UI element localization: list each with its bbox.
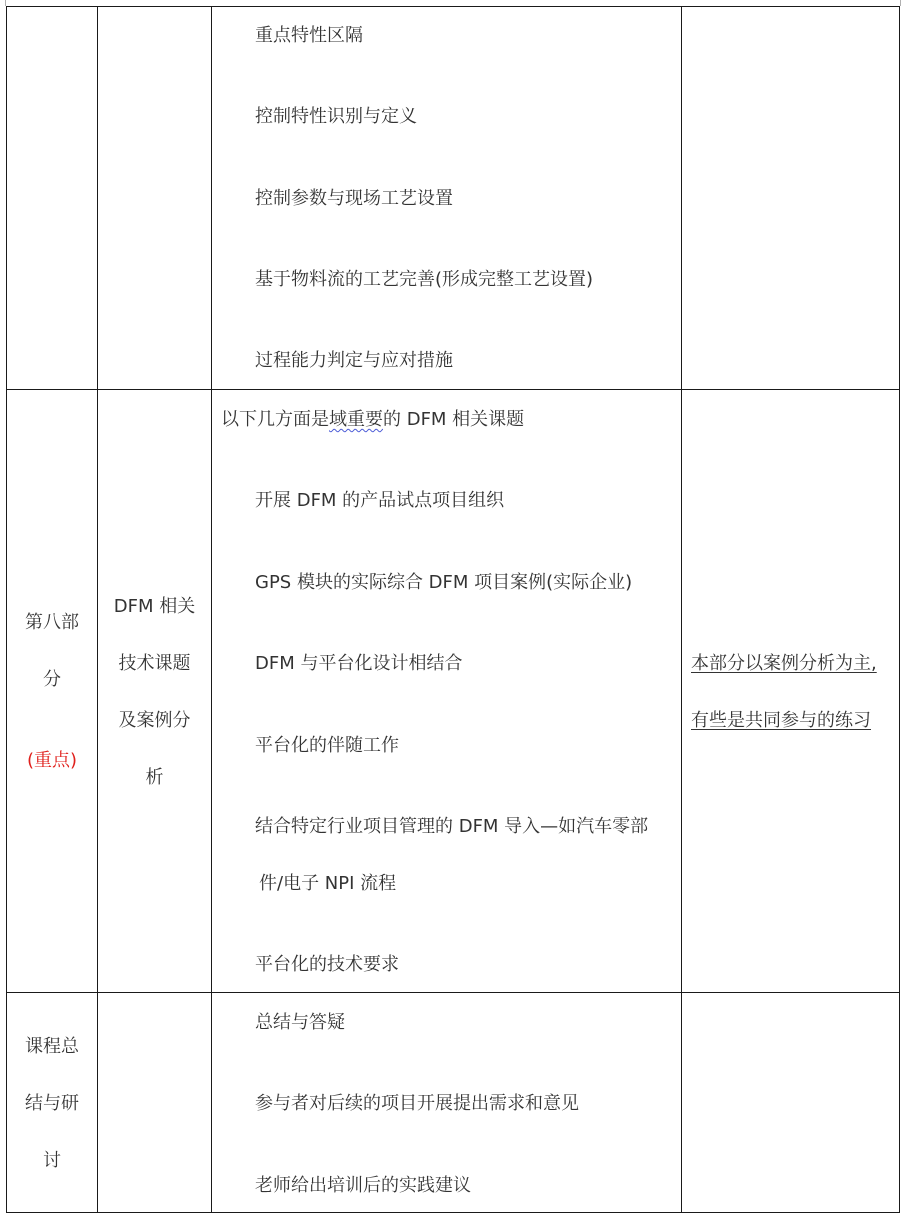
section-title: 分 xyxy=(43,669,61,690)
section-title: 讨 xyxy=(43,1150,61,1171)
intro-text-part: 以下几方面是 xyxy=(221,409,329,430)
list-item: 控制特性识别与定义 xyxy=(255,106,417,127)
list-item-continuation: 件/电子 NPI 流程 xyxy=(259,873,397,894)
list-item: 重点特性区隔 xyxy=(255,25,363,46)
list-item: 平台化的技术要求 xyxy=(255,954,399,975)
list-item: 基于物料流的工艺完善(形成完整工艺设置) xyxy=(255,269,594,290)
list-item: 总结与答疑 xyxy=(255,1012,345,1033)
list-item: 过程能力判定与应对措施 xyxy=(255,350,453,371)
topic-title: 析 xyxy=(145,767,164,788)
list-item: GPS 模块的实际综合 DFM 项目案例(实际企业) xyxy=(255,572,633,593)
list-item: 平台化的伴随工作 xyxy=(255,735,399,756)
section-emphasis: (重点) xyxy=(26,750,78,771)
intro-text-part: 的 DFM 相关课题 xyxy=(383,409,525,430)
column-divider-2 xyxy=(211,6,212,1213)
topic-title: 技术课题 xyxy=(118,653,191,674)
remark-text: 有些是共同参与的练习 xyxy=(691,710,871,731)
list-item: 结合特定行业项目管理的 DFM 导入—如汽车零部 xyxy=(255,816,649,837)
table-border-bottom xyxy=(6,1212,900,1213)
column-divider-3 xyxy=(681,6,682,1213)
row-divider-2 xyxy=(6,992,900,993)
intro-text xyxy=(221,408,524,432)
section-title: 课程总 xyxy=(25,1036,79,1057)
list-item: 控制参数与现场工艺设置 xyxy=(255,188,453,209)
topic-title: DFM 相关 xyxy=(113,596,196,617)
table-border-left xyxy=(6,6,7,1213)
topic-title: 及案例分 xyxy=(118,710,191,731)
table-border-right xyxy=(899,6,900,1213)
list-item: 参与者对后续的项目开展提出需求和意见 xyxy=(255,1093,579,1114)
remark-text: 本部分以案例分析为主, xyxy=(691,653,877,674)
list-item: 老师给出培训后的实践建议 xyxy=(255,1175,471,1196)
list-item: 开展 DFM 的产品试点项目组织 xyxy=(255,490,505,511)
row-divider-1 xyxy=(6,389,900,390)
table-border-top xyxy=(6,6,900,7)
section-title: 第八部 xyxy=(25,612,79,633)
spellcheck-marked-text: 域重要 xyxy=(329,409,383,430)
list-item: DFM 与平台化设计相结合 xyxy=(255,653,463,674)
top-margin-mark-right xyxy=(900,0,901,6)
section-title: 结与研 xyxy=(25,1093,79,1114)
